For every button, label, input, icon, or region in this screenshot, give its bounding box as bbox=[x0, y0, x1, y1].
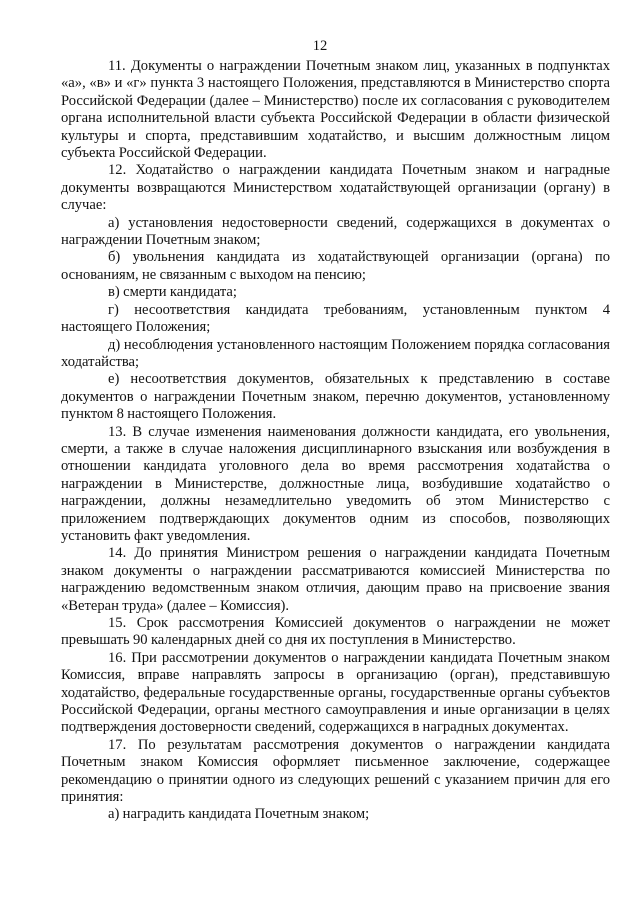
paragraph-17: 17. По результатам рассмотрения документов о награждении кандидата Почетным знаком Комиссия оформляет письменное заключение, содержащее рекомендацию о принятии одного из следующих решений с указанием причин для его принятия: bbox=[61, 736, 610, 806]
page-number: 12 bbox=[312, 38, 328, 54]
paragraph-12-e: е) несоответствия документов, обязательных к представлению в составе документов о награждении Почетным знаком, перечню документов, установленному пунктом 8 настоящего Положения. bbox=[61, 371, 610, 423]
paragraph-17-a: а) наградить кандидата Почетным знаком; bbox=[108, 806, 370, 823]
paragraph-14: 14. До принятия Министром решения о награждении кандидата Почетным знаком документы о награждении рассматриваются комиссией Министерства по награждению ведомственным знаком отличия, дающим право на присвоение звания «Ветеран труда» (далее – Комиссия). bbox=[61, 545, 610, 614]
paragraph-12: 12. Ходатайство о награждении кандидата Почетным знаком и наградные документы возвращаются Министерством ходатайствующей организации (органу) в случае: bbox=[61, 162, 610, 214]
document-body bbox=[61, 58, 610, 824]
paragraph-12-g: г) несоответствия кандидата требованиям, установленным пунктом 4 настоящего Положения; bbox=[61, 301, 610, 336]
paragraph-11: 11. Документы о награждении Почетным знаком лиц, указанных в подпунктах «а», «в» и «г» пункта 3 настоящего Положения, представляются в Министерство спорта Российской Федерации (далее – Министерство) после их согласования с руководителем органа исполнительной власти субъекта Российской Федерации в области физической культуры и спорта, представившим ходатайство, и высшим должностным лицом субъекта Российской Федерации. bbox=[61, 58, 610, 162]
paragraph-12-d: д) несоблюдения установленного настоящим Положением порядка согласования ходатайства; bbox=[61, 336, 610, 370]
paragraph-16: 16. При рассмотрении документов о награждении кандидата Почетным знаком Комиссия, вправе направлять запросы в организацию (орган), представившую ходатайство, федеральные государственные органы, государственные органы субъектов Российской Федерации, органы местного самоуправления и иные организации в целях подтверждения достоверности сведений, содержащихся в наградных документах. bbox=[61, 649, 610, 736]
paragraph-15: 15. Срок рассмотрения Комиссией документов о награждении не может превышать 90 календарных дней со дня их поступления в Министерство. bbox=[61, 615, 610, 649]
paragraph-12-v: в) смерти кандидата; bbox=[108, 284, 237, 301]
paragraph-12-b: б) увольнения кандидата из ходатайствующей организации (органа) по основаниям, не связанным с выходом на пенсию; bbox=[61, 249, 610, 283]
paragraph-12-a: а) установления недостоверности сведений, содержащихся в документах о награждении Почетным знаком; bbox=[61, 214, 610, 249]
paragraph-13: 13. В случае изменения наименования должности кандидата, его увольнения, смерти, а также в случае наложения дисциплинарного взыскания или возбуждения в отношении кандидата уголовного дела во время рассмотрения ходатайства о награждении в Министерстве, должностные лица, возбудившие ходатайство о награждении, должны незамедлительно уведомить об этом Министерство с приложением подтверждающих документов одним из способов, позволяющих установить факт уведомления. bbox=[61, 423, 610, 544]
